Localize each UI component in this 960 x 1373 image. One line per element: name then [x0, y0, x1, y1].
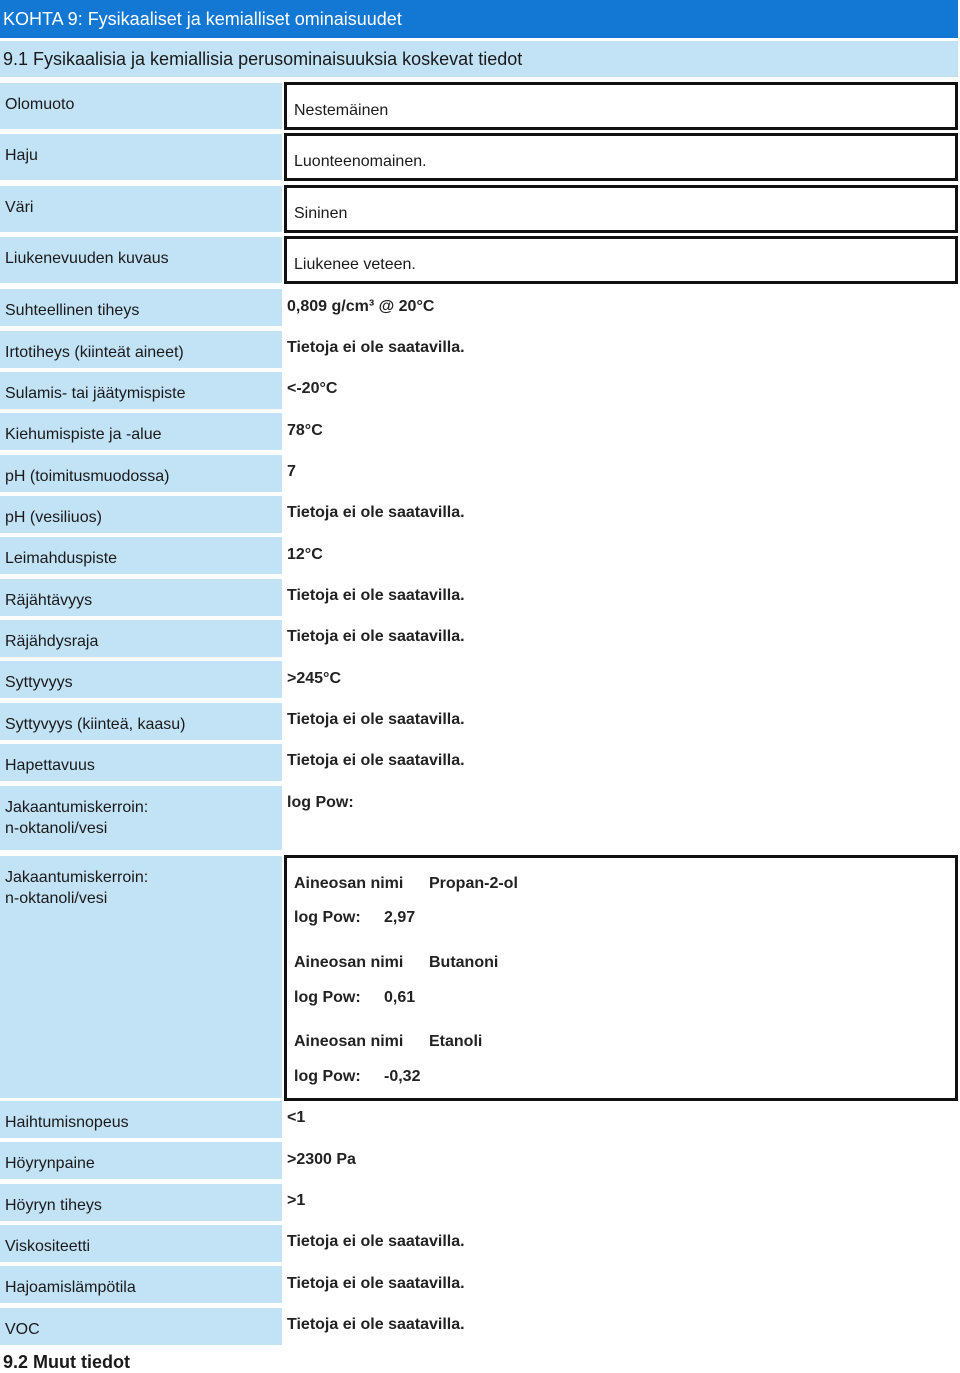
- label-line: n-oktanoli/vesi: [5, 890, 108, 907]
- footer-section-title: 9.2 Muut tiedot: [3, 1352, 130, 1372]
- label-viskositeetti: Viskositeetti: [0, 1225, 282, 1262]
- value-voc: Tietoja ei ole saatavilla.: [287, 1316, 465, 1333]
- component-name: Etanoli: [429, 1033, 483, 1050]
- component-logpow: 2,97: [384, 909, 416, 926]
- value-hapettavuus: Tietoja ei ole saatavilla.: [287, 752, 465, 769]
- component-name: Butanoni: [429, 954, 499, 971]
- label-hoyrynpaine: Höyrynpaine: [0, 1142, 282, 1179]
- label-hoyryn-tiheys: Höyryn tiheys: [0, 1184, 282, 1221]
- label-hajoamislampotila: Hajoamislämpötila: [0, 1266, 282, 1303]
- label-vari: Väri: [0, 186, 282, 232]
- component-logpow-label: log Pow:: [294, 909, 361, 926]
- label-rajahtavyys: Räjähtävyys: [0, 579, 282, 616]
- value-hoyryn-tiheys: >1: [287, 1192, 306, 1209]
- component-name-label: Aineosan nimi: [294, 1033, 404, 1050]
- label-sulamispiste: Sulamis- tai jäätymispiste: [0, 372, 282, 409]
- label-hapettavuus: Hapettavuus: [0, 744, 282, 781]
- subsection-title: 9.1 Fysikaalisia ja kemiallisia perusominaisuuksia koskevat tiedot: [0, 41, 958, 77]
- label-irtotiheys: Irtotiheys (kiinteät aineet): [0, 331, 282, 368]
- label-line: Jakaantumiskerroin:: [5, 869, 149, 886]
- label-jakaantumiskerroin-komponentit: [0, 856, 282, 1098]
- value-log-pow: log Pow:: [287, 794, 354, 811]
- label-olomuoto: Olomuoto: [0, 83, 282, 129]
- components-box: [284, 855, 958, 1101]
- label-haju: Haju: [0, 134, 282, 180]
- value-ph-vesiliuos: Tietoja ei ole saatavilla.: [287, 504, 465, 521]
- label-ph-vesiliuos: pH (vesiliuos): [0, 496, 282, 533]
- label-suhteellinen-tiheys: Suhteellinen tiheys: [0, 289, 282, 326]
- value-syttyvyys: >245°C: [287, 670, 341, 687]
- component-logpow-label: log Pow:: [294, 989, 361, 1006]
- value-olomuoto: Nestemäinen: [284, 82, 958, 130]
- component-logpow: -0,32: [384, 1068, 421, 1085]
- value-vari: Sininen: [284, 185, 958, 233]
- label-haihtumisnopeus: Haihtumisnopeus: [0, 1101, 282, 1138]
- value-irtotiheys: Tietoja ei ole saatavilla.: [287, 339, 465, 356]
- component-name-label: Aineosan nimi: [294, 954, 404, 971]
- value-haihtumisnopeus: <1: [287, 1109, 306, 1126]
- component-name: Propan-2-ol: [429, 875, 518, 892]
- value-viskositeetti: Tietoja ei ole saatavilla.: [287, 1233, 465, 1250]
- value-hajoamislampotila: Tietoja ei ole saatavilla.: [287, 1275, 465, 1292]
- label-syttyvyys: Syttyvyys: [0, 661, 282, 698]
- value-ph-toimitusmuodossa: 7: [287, 463, 296, 480]
- component-logpow: 0,61: [384, 989, 416, 1006]
- label-liukenevuus: Liukenevuuden kuvaus: [0, 237, 282, 283]
- value-rajahdysraja: Tietoja ei ole saatavilla.: [287, 628, 465, 645]
- value-haju: Luonteenomainen.: [284, 133, 958, 181]
- label-rajahdysraja: Räjähdysraja: [0, 620, 282, 657]
- label-ph-toimitusmuodossa: pH (toimitusmuodossa): [0, 455, 282, 492]
- label-leimahduspiste: Leimahduspiste: [0, 537, 282, 574]
- value-sulamispiste: <-20°C: [287, 380, 338, 397]
- label-syttyvyys-kiintea: Syttyvyys (kiinteä, kaasu): [0, 703, 282, 740]
- value-suhteellinen-tiheys: 0,809 g/cm³ @ 20°C: [287, 298, 435, 315]
- label-line: Jakaantumiskerroin:: [5, 799, 149, 816]
- label-kiehumispiste: Kiehumispiste ja -alue: [0, 413, 282, 450]
- label-line: n-oktanoli/vesi: [5, 820, 108, 837]
- value-syttyvyys-kiintea: Tietoja ei ole saatavilla.: [287, 711, 465, 728]
- value-leimahduspiste: 12°C: [287, 546, 323, 563]
- label-voc: VOC: [0, 1308, 282, 1345]
- component-name-label: Aineosan nimi: [294, 875, 404, 892]
- section-title: KOHTA 9: Fysikaaliset ja kemialliset ominaisuudet: [0, 0, 958, 38]
- value-kiehumispiste: 78°C: [287, 422, 323, 439]
- component-logpow-label: log Pow:: [294, 1068, 361, 1085]
- label-jakaantumiskerroin: [0, 786, 282, 850]
- value-hoyrynpaine: >2300 Pa: [287, 1151, 356, 1168]
- value-liukenevuus: Liukenee veteen.: [284, 236, 958, 284]
- value-rajahtavyys: Tietoja ei ole saatavilla.: [287, 587, 465, 604]
